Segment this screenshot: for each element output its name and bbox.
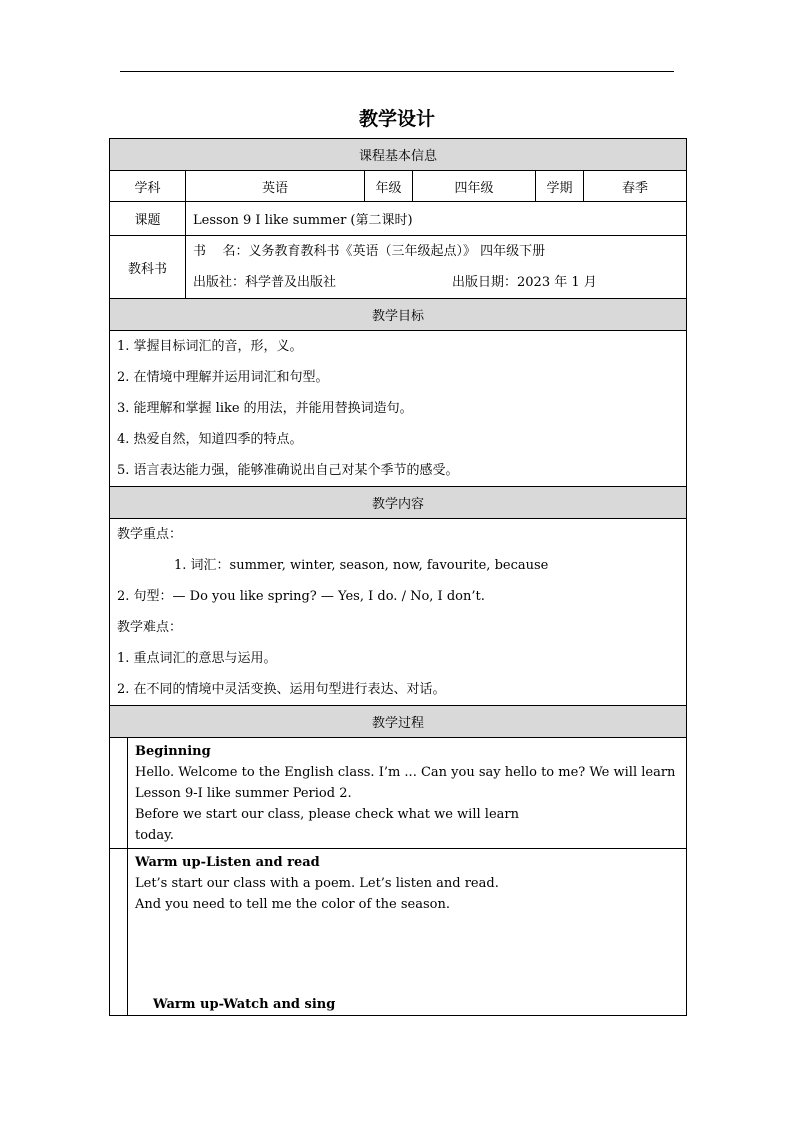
lesson-plan-table — [109, 138, 687, 1016]
textbook-label: 教科书 — [110, 236, 186, 299]
difficulty-item: 1. 重点词汇的意思与运用。 — [117, 651, 277, 666]
content-list — [110, 519, 687, 706]
step-text: Let’s start our class with a poem. Let’s listen and read. — [135, 876, 499, 891]
objective-item: 3. 能理解和掌握 like 的用法，并能用替换词造句。 — [117, 401, 413, 416]
objectives-list — [110, 331, 687, 487]
step-text: And you need to tell me the color of the season. — [135, 897, 450, 912]
header-rule — [120, 71, 674, 72]
difficulty-item: 2. 在不同的情境中灵活变换、运用句型进行表达、对话。 — [117, 682, 446, 697]
textbook-publisher: 出版社：科学普及出版社 — [193, 275, 337, 290]
key-point-sentences: 2. 句型：— Do you like spring? — Yes, I do. / No, I don’t. — [117, 589, 485, 604]
section-header-process: 教学过程 — [110, 706, 687, 738]
step-text: today. — [135, 828, 174, 843]
difficulties-label: 教学难点： — [117, 620, 183, 635]
textbook-publication-line — [193, 267, 686, 298]
document-title: 教学设计 — [358, 108, 435, 130]
process-step-beginning — [128, 738, 687, 849]
section-header-content: 教学内容 — [110, 487, 687, 519]
topic-label: 课题 — [110, 202, 186, 236]
step-title: Warm up-Watch and sing — [153, 997, 336, 1012]
objective-item: 4. 热爱自然，知道四季的特点。 — [117, 432, 303, 447]
step-title: Warm up-Listen and read — [135, 855, 320, 870]
textbook-name: 书 名：义务教育教科书《英语（三年级起点）》 四年级下册 — [193, 244, 546, 259]
section-header-objectives: 教学目标 — [110, 299, 687, 331]
objective-item: 5. 语言表达能力强，能够准确说出自己对某个季节的感受。 — [117, 463, 459, 478]
textbook-info — [186, 236, 687, 299]
term-value: 春季 — [584, 171, 687, 202]
process-step-marker — [110, 849, 128, 1016]
textbook-publish-date: 出版日期：2023 年 1 月 — [452, 275, 597, 290]
objective-item: 1. 掌握目标词汇的音，形，义。 — [117, 339, 303, 354]
key-point-vocabulary: 1. 词汇：summer, winter, season, now, favourite, because — [174, 558, 549, 573]
step-text: Hello. Welcome to the English class. I’m ... Can you say hello to me? We will learn Lesson 9-I like summer Period 2. — [135, 765, 676, 801]
grade-value: 四年级 — [413, 171, 536, 202]
grade-label: 年级 — [365, 171, 413, 202]
subject-label: 学科 — [110, 171, 186, 202]
process-step-marker — [110, 738, 128, 849]
subject-value: 英语 — [186, 171, 365, 202]
step-text: Before we start our class, please check what we will learn — [135, 807, 519, 822]
section-header-basic-info: 课程基本信息 — [110, 139, 687, 171]
process-step-warmup — [128, 849, 687, 1016]
objective-item: 2. 在情境中理解并运用词汇和句型。 — [117, 370, 329, 385]
step-title: Beginning — [135, 744, 211, 759]
topic-value: Lesson 9 I like summer (第二课时) — [186, 202, 687, 236]
term-label: 学期 — [536, 171, 584, 202]
key-points-label: 教学重点： — [117, 527, 183, 542]
